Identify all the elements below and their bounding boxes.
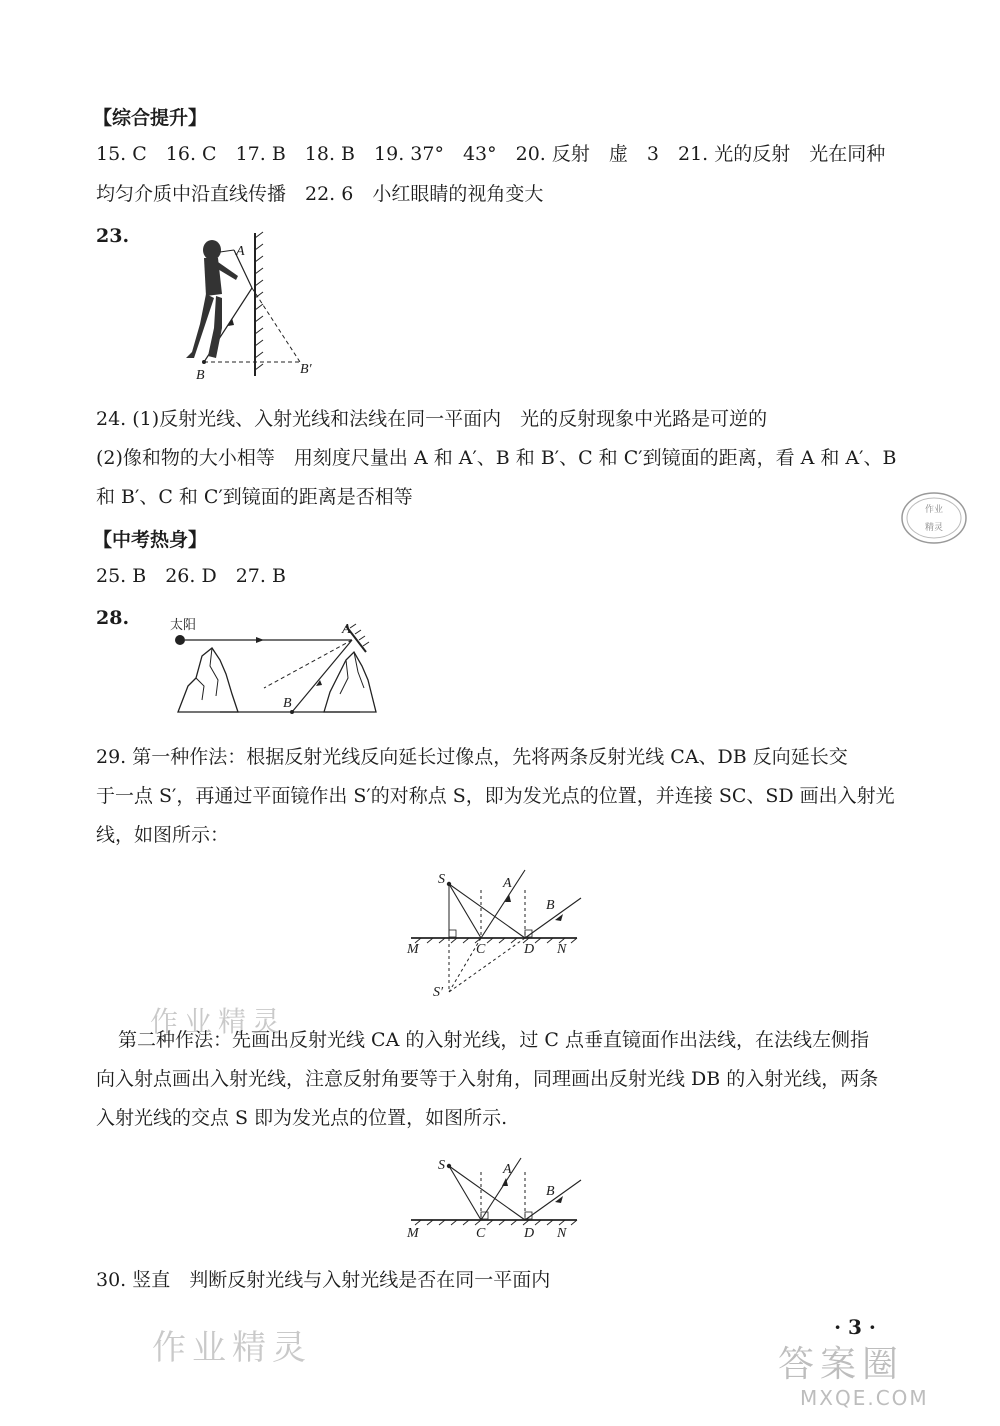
fig29b-label-C: C	[476, 1226, 486, 1241]
fig28-label-sun: 太阳	[170, 618, 197, 633]
watermark-3: 答案圈	[778, 1344, 905, 1385]
answer-line-29-6: 入射光线的交点 S 即为发光点的位置，如图所示.	[96, 1107, 508, 1129]
fig29a-label-A: A	[503, 876, 512, 891]
section-title-exam-warmup: 【中考热身】	[93, 529, 208, 551]
answer-line-15-21: 15. C 16. C 17. B 18. B 19. 37° 43° 20. 反射 虚 3 21. 光的反射 光在同种	[96, 143, 886, 165]
page-number: · 3 ·	[834, 1315, 876, 1339]
watermark-4: MXQE.COM	[800, 1386, 929, 1410]
fig29a-label-S: S	[438, 872, 445, 887]
fig28-label-A: A	[342, 622, 351, 637]
answer-line-29-5: 向入射点画出入射光线，注意反射角要等于入射角，同理画出反射光线 DB 的入射光线，两条	[96, 1068, 879, 1090]
fig29a-label-D: D	[524, 942, 535, 957]
fig29b-label-S: S	[438, 1158, 445, 1173]
answer-23-label: 23.	[96, 225, 130, 247]
figure-29-method2-diagram	[405, 1156, 590, 1236]
fig28-label-B: B	[283, 696, 292, 711]
answer-line-29-1: 29. 第一种作法：根据反射光线反向延长过像点，先将两条反射光线 CA、DB 反向延长交	[96, 746, 848, 768]
answer-line-25-27: 25. B 26. D 27. B	[96, 565, 286, 587]
fig29a-label-B: B	[546, 898, 555, 913]
answer-line-24-3: 和 B′、C 和 C′到镜面的距离是否相等	[96, 486, 413, 508]
fig29b-label-D: D	[524, 1226, 535, 1241]
fig29a-label-C: C	[476, 942, 486, 957]
fig29a-label-M: M	[407, 942, 419, 957]
stamp-text-2: 精灵	[924, 523, 944, 533]
answer-line-29-3: 线，如图所示：	[96, 824, 230, 846]
fig29b-label-M: M	[407, 1226, 419, 1241]
fig23-label-A: A	[236, 244, 245, 259]
stamp-text-1: 作业	[924, 505, 944, 515]
answer-line-29-2: 于一点 S′，再通过平面镜作出 S′的对称点 S，即为发光点的位置，并连接 SC、SD 画出入射光	[96, 785, 895, 807]
fig23-label-B: B	[196, 368, 205, 383]
fig29b-label-A: A	[503, 1162, 512, 1177]
fig29b-label-N: N	[557, 1226, 567, 1241]
fig29b-label-B: B	[546, 1184, 555, 1199]
watermark-2: 作业精灵	[152, 1328, 312, 1368]
section-title-comprehensive: 【综合提升】	[93, 107, 208, 129]
watermark-1: 作业精灵	[150, 1005, 287, 1038]
fig29a-label-Sprime: S′	[433, 985, 444, 1000]
fig29a-label-N: N	[557, 942, 567, 957]
stamp-logo	[900, 490, 968, 546]
answer-line-24-2: (2)像和物的大小相等 用刻度尺量出 A 和 A′、B 和 B′、C 和 C′到镜面的距离，看 A 和 A′、B	[96, 447, 897, 469]
fig23-label-Bprime: B′	[300, 362, 312, 377]
answer-line-21-22: 均匀介质中沿直线传播 22. 6 小红眼睛的视角变大	[96, 183, 544, 205]
figure-29-method1-diagram	[405, 868, 590, 998]
answer-28-label: 28.	[96, 607, 130, 629]
answer-line-30: 30. 竖直 判断反射光线与入射光线是否在同一平面内	[96, 1269, 551, 1291]
answer-line-29-4: 第二种作法：先画出反射光线 CA 的入射光线，过 C 点垂直镜面作出法线，在法线左侧指	[118, 1029, 869, 1051]
answer-line-24-1: 24. (1)反射光线、入射光线和法线在同一平面内 光的反射现象中光路是可逆的	[96, 408, 768, 430]
